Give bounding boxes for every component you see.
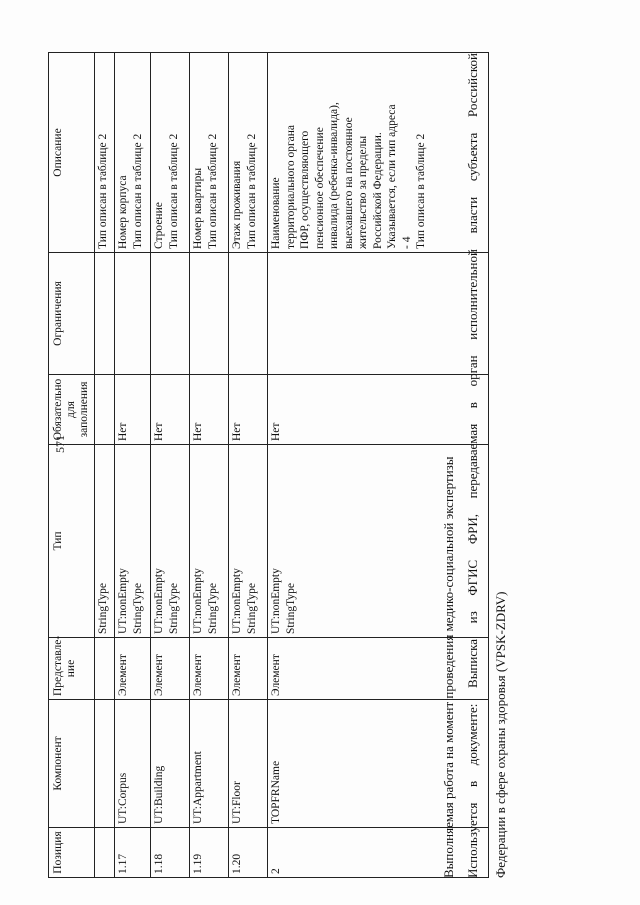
cell-description (115, 53, 151, 253)
cell-representation (95, 638, 115, 700)
cell-position: 1.17 (115, 828, 151, 878)
header-description (49, 53, 95, 253)
cell-type-line: StringType (284, 583, 297, 634)
cell-limits (151, 253, 190, 375)
header-position (49, 828, 95, 878)
caption-work-performed: Выполняемая работа на момент проведения медико-социальной экспертизы (441, 456, 456, 878)
cell-limits (190, 253, 229, 375)
cell-description-line: Тип описан в таблице 2 (167, 133, 180, 249)
header-text: Тип (52, 531, 64, 551)
cell-type-line: UT:nonEmpty (231, 568, 243, 634)
cell-type-line: StringType (131, 583, 144, 634)
cell-type-line: StringType (167, 583, 180, 634)
header-text: для (65, 401, 77, 418)
cell-type-line: StringType (206, 583, 219, 634)
cell-description-line: Наименование (270, 177, 282, 249)
cell-description-line: пенсионное обеспечение (313, 127, 326, 249)
cell-type-line: UT:nonEmpty (117, 568, 129, 634)
cell-position: 1.18 (151, 828, 190, 878)
page-number: 571 (53, 435, 67, 453)
cell-type-line: UT:nonEmpty (153, 568, 165, 634)
cell-description (95, 53, 115, 253)
table-row (95, 53, 115, 878)
cell-description-line: Тип описан в таблице 2 (131, 133, 144, 249)
cell-required (95, 375, 115, 445)
cell-position: 1.19 (190, 828, 229, 878)
header-text: Обязательно (52, 378, 64, 441)
cell-description-line: территориального органа (284, 124, 297, 249)
cell-description-line: Строение (153, 202, 165, 249)
cell-limits (229, 253, 268, 375)
table-row (190, 53, 229, 878)
cell-description-line: инвалида (ребенка-инвалида), (328, 102, 340, 249)
cell-required: Нет (229, 375, 268, 445)
header-representation (49, 635, 95, 700)
cell-required: Нет (115, 375, 151, 445)
cell-description-line: Номер квартиры (192, 167, 204, 249)
header-text: ние (65, 659, 77, 678)
header-limits (49, 253, 95, 375)
cell-description-line: выехавшего на постоянное (342, 117, 355, 249)
table-row (151, 53, 190, 878)
cell-description-line: - 4 (400, 236, 413, 249)
cell-description-line: ПФР, осуществляющего (299, 130, 311, 249)
cell-type (229, 445, 268, 638)
header-text: Описание (52, 128, 64, 177)
cell-component: TOPFRName (268, 700, 489, 828)
cell-description-line: Номер корпуса (117, 175, 129, 249)
table-row (229, 53, 268, 878)
cell-component (95, 700, 115, 828)
cell-position: 1.20 (229, 828, 268, 878)
cell-representation: Элемент (268, 638, 489, 700)
cell-type (190, 445, 229, 638)
cell-required: Нет (190, 375, 229, 445)
header-text: Ограничения (52, 281, 64, 346)
cell-type-line: StringType (97, 583, 109, 634)
cell-description (229, 53, 268, 253)
header-text: Компонент (52, 736, 64, 791)
cell-limits (95, 253, 115, 375)
table-body (95, 53, 489, 878)
cell-component: UT:Corpus (115, 700, 151, 828)
cell-required: Нет (151, 375, 190, 445)
cell-representation: Элемент (229, 638, 268, 700)
cell-description-line: Тип описан в таблице 2 (206, 133, 219, 249)
cell-description-line: Указывается, если тип адреса (386, 104, 398, 249)
cell-description-line: Этаж проживания (231, 160, 243, 249)
cell-required: Нет (268, 375, 489, 445)
header-text: Позиция (52, 831, 64, 874)
header-component (49, 700, 95, 828)
cell-representation: Элемент (151, 638, 190, 700)
cell-component: UT:Floor (229, 700, 268, 828)
cell-type-line: UT:nonEmpty (270, 568, 282, 634)
header-text: заполнения (78, 381, 90, 438)
cell-description-line: Тип описан в таблице 2 (97, 133, 109, 249)
cell-description-line: Тип описан в таблице 2 (245, 133, 258, 249)
cell-component: UT:Appartment (190, 700, 229, 828)
cell-type (115, 445, 151, 638)
header-required (49, 375, 95, 445)
cell-description (151, 53, 190, 253)
table-row (115, 53, 151, 878)
cell-position: 2 (268, 828, 489, 878)
cell-description-line: жительство за пределы (357, 135, 369, 249)
cell-type-line: UT:nonEmpty (192, 568, 204, 634)
cell-representation: Элемент (115, 638, 151, 700)
caption-used-in-document: Используется в документе: Выписка из ФГИС ФРИ, передаваемая в орган исполнительной власти субъекта Российской (465, 53, 480, 878)
caption-document-code: Федерации в сфере охраны здоровья (VPSK-ZDRV) (493, 591, 508, 878)
specification-table (48, 52, 489, 878)
header-text: Представле- (52, 635, 64, 696)
cell-position (95, 828, 115, 878)
rotated-page-content (40, 50, 560, 890)
cell-representation: Элемент (190, 638, 229, 700)
header-type (49, 445, 95, 638)
cell-component: UT:Building (151, 700, 190, 828)
table-header-row (49, 53, 95, 878)
cell-type (95, 445, 115, 638)
cell-description-line: Российской Федерации. (371, 132, 384, 249)
cell-type (151, 445, 190, 638)
cell-type-line: StringType (245, 583, 258, 634)
cell-description-line: Тип описан в таблице 2 (415, 133, 427, 249)
cell-description (190, 53, 229, 253)
cell-limits (115, 253, 151, 375)
